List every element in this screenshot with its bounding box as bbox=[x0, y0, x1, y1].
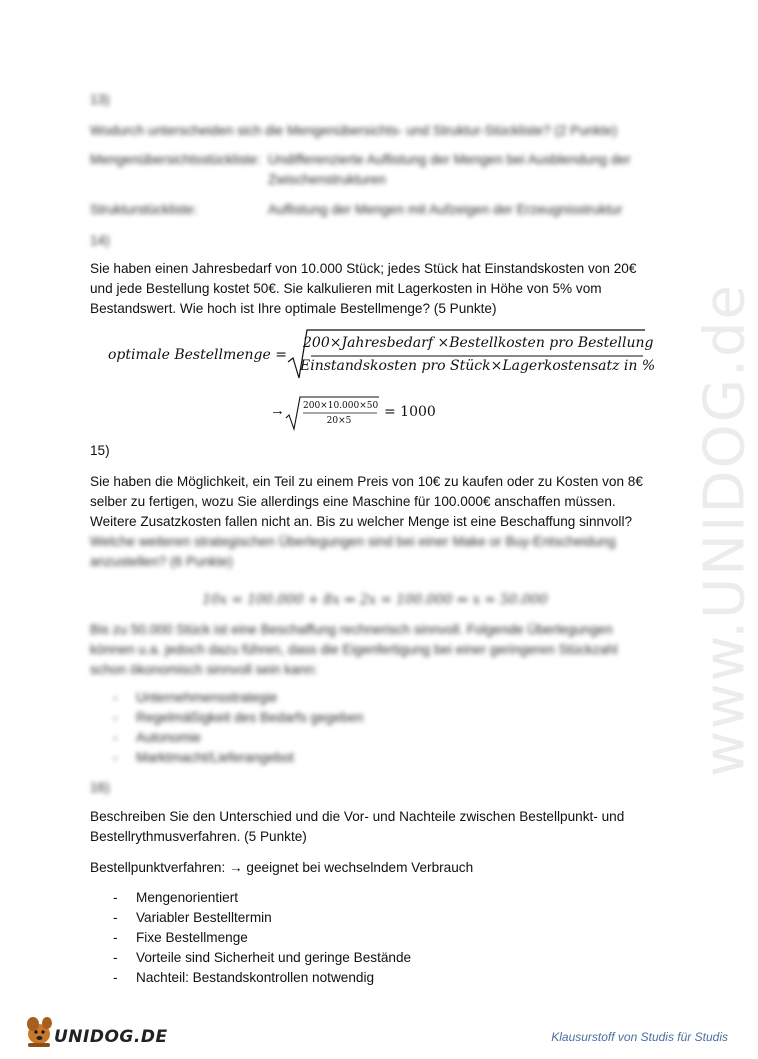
calc-numerator: 200×10.000×50 bbox=[303, 401, 379, 411]
q13-number: 13) bbox=[90, 92, 110, 107]
footer-logo: UNIDOG.DE bbox=[54, 1027, 168, 1047]
q16-line2: Bestellrythmusverfahren. (5 Punkte) bbox=[90, 829, 307, 844]
q15-line1: Sie haben die Möglichkeit, ein Teil zu einem Preis von 10€ zu kaufen oder zu Kosten von 8€ bbox=[90, 474, 643, 489]
q15-bullet: Regelmäßigkeit des Bedarfs gegeben bbox=[136, 710, 364, 725]
q13-row1-text: Undifferenzierte Auflistung der Mengen bei Ausblendung der bbox=[268, 152, 631, 167]
arrow-right-icon: → bbox=[229, 860, 243, 875]
q16-bullet: Nachteil: Bestandskontrollen notwendig bbox=[136, 970, 375, 985]
q15-bullet: Marktmacht/Lieferangebot bbox=[136, 750, 294, 765]
q16-bullet: Variabler Bestelltermin bbox=[136, 910, 272, 925]
q14-line2: und jede Bestellung kostet 50€. Sie kalkulieren mit Lagerkosten in Höhe von 5% vom bbox=[90, 281, 602, 296]
q16-heading-text: geeignet bei wechselndem Verbrauch bbox=[246, 860, 474, 875]
q13-row2-text: Auflistung der Mengen mit Aufzeigen der Erzeugnisstruktur bbox=[268, 202, 623, 217]
q15-answer1: Bis zu 50.000 Stück ist eine Beschaffung rechnerisch sinnvoll. Folgende Überlegungen bbox=[90, 622, 613, 637]
formula-denominator: Einstandskosten pro Stück×Lagerkostensatz in % bbox=[300, 358, 656, 374]
q15-answer3: schon ökonomisch sinnvoll sein kann: bbox=[90, 662, 318, 677]
bullet-dash: - bbox=[113, 910, 118, 925]
watermark: www.UNIDOG.de bbox=[692, 283, 758, 777]
q15-bullet: Unternehmensstrategie bbox=[136, 690, 278, 705]
calc-denominator: 20×5 bbox=[326, 416, 352, 426]
q13-row1-label: Mengenübersichtsstückliste: bbox=[90, 152, 261, 167]
bullet-dash: - bbox=[113, 930, 118, 945]
formula-lhs: optimale Bestellmenge = bbox=[108, 347, 287, 363]
bullet-dash: - bbox=[113, 890, 118, 905]
q16-heading bbox=[90, 858, 473, 878]
q14-number: 14) bbox=[90, 233, 110, 248]
dog-logo-icon bbox=[22, 1012, 56, 1048]
q15-line3: Weitere Zusatzkosten fallen nicht an. Bis zu welcher Menge ist eine Beschaffung sinnvoll? bbox=[90, 514, 633, 529]
q13-question: Wodurch unterscheiden sich die Mengenübersichts- und Struktur-Stückliste? (2 Punkte) bbox=[90, 123, 618, 138]
q16-bullet: Fixe Bestellmenge bbox=[136, 930, 248, 945]
q14-line3: Bestandswert. Wie hoch ist Ihre optimale Bestellmenge? (5 Punkte) bbox=[90, 301, 497, 316]
q15-line5: anzustellen? (6 Punkte) bbox=[90, 554, 233, 569]
q16-number: 16) bbox=[90, 780, 110, 795]
q16-heading-label: Bestellpunktverfahren: bbox=[90, 860, 226, 875]
bullet-dash: - bbox=[113, 950, 118, 965]
q15-equation: 10x = 100.000 + 8x ⇔ 2x = 100.000 ⇔ x = 50.000 bbox=[202, 592, 548, 608]
q16-bullet: Mengenorientiert bbox=[136, 890, 239, 905]
q15-line4: Welche weiteren strategischen Überlegungen sind bei einer Make or Buy-Entscheidung bbox=[90, 534, 616, 549]
footer-tagline: Klausurstoff von Studis für Studis bbox=[551, 1030, 728, 1044]
bullet-dash: - bbox=[113, 750, 118, 765]
bullet-dash: - bbox=[113, 690, 118, 705]
bullet-dash: - bbox=[113, 710, 118, 725]
q15-line2: selber zu fertigen, wozu Sie allerdings eine Maschine für 100.000€ anschaffen müssen. bbox=[90, 494, 616, 509]
q15-number: 15) bbox=[90, 443, 110, 458]
calc-result: = 1000 bbox=[384, 404, 436, 420]
formula-numerator: 200×Jahresbedarf ×Bestellkosten pro Bestellung bbox=[303, 335, 654, 351]
q13-row2-label: Strukturstückliste: bbox=[90, 202, 198, 217]
q16-bullet: Vorteile sind Sicherheit und geringe Bestände bbox=[136, 950, 412, 965]
calc-sqrt-sign bbox=[285, 394, 381, 432]
q15-bullet: Autonomie bbox=[136, 730, 201, 745]
q14-line1: Sie haben einen Jahresbedarf von 10.000 Stück; jedes Stück hat Einstandskosten von 20€ bbox=[90, 261, 637, 276]
q15-answer2: können u.a. jedoch dazu führen, dass die Eigenfertigung bei einer geringeren Stückzahl bbox=[90, 642, 618, 657]
calc-arrow-icon: → bbox=[270, 402, 285, 419]
bullet-dash: - bbox=[113, 970, 118, 985]
q16-line1: Beschreiben Sie den Unterschied und die Vor- und Nachteile zwischen Bestellpunkt- und bbox=[90, 809, 625, 824]
q13-row1-text2: Zwischenstrukturen bbox=[268, 172, 386, 187]
bullet-dash: - bbox=[113, 730, 118, 745]
